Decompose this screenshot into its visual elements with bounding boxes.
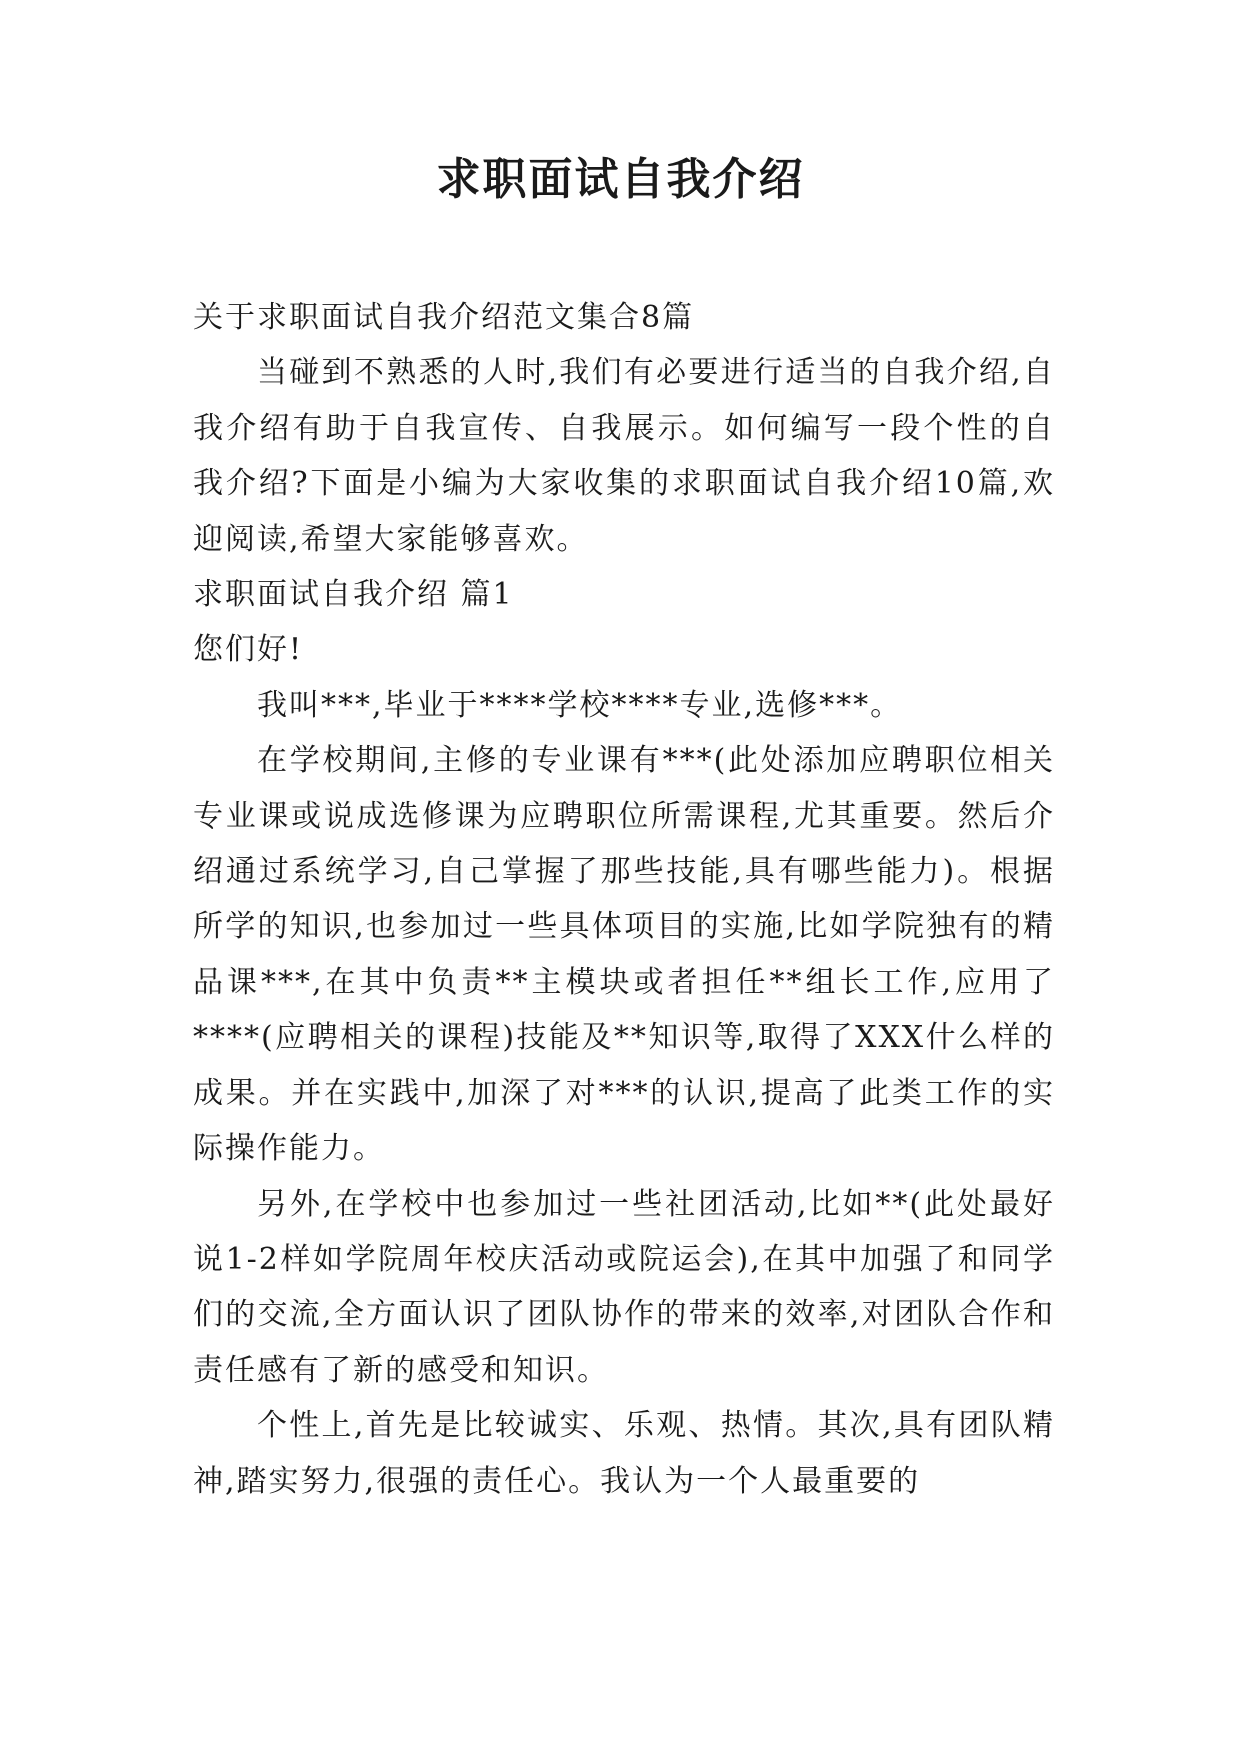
paragraph-intro-heading: 关于求职面试自我介绍范文集合8篇 (193, 300, 695, 335)
paragraph-intro: 当碰到不熟悉的人时,我们有必要进行适当的自我介绍,自我介绍有助于自我宣传、自我展示。如何编写一段个性的自我介绍?下面是小编为大家收集的求职面试自我介绍10篇,欢迎阅读,希望大家能够喜欢。 (193, 355, 1055, 557)
paragraph-name: 我叫***,毕业于****学校****专业,选修***。 (257, 687, 903, 723)
paragraph-greeting: 您们好! (193, 632, 304, 668)
paragraph-section-heading: 求职面试自我介绍 篇1 (193, 577, 514, 613)
document-body (193, 290, 1055, 1509)
paragraph-study: 在学校期间,主修的专业课有***(此处添加应聘职位相关专业课或说成选修课为应聘职位所需课程,尤其重要。然后介绍通过系统学习,自己掌握了那些技能,具有哪些能力)。根据所学的知识,也参加过一些具体项目的实施,比如学院独有的精品课***,在其中负责**主模块或者担任**组长工作,应用了****(应聘相关的课程)技能及**知识等,取得了XXX什么样的成果。并在实践中,加深了对***的认识,提高了此类工作的实际操作能力。 (193, 743, 1055, 1167)
document-title: 求职面试自我介绍 (436, 154, 805, 205)
paragraph-personality: 个性上,首先是比较诚实、乐观、热情。其次,具有团队精神,踏实努力,很强的责任心。我认为一个人最重要的 (193, 1408, 1055, 1499)
paragraph-activities: 另外,在学校中也参加过一些社团活动,比如**(此处最好说1-2样如学院周年校庆活动或院运会),在其中加强了和同学们的交流,全方面认识了团队协作的带来的效率,对团队合作和责任感有了新的感受和知识。 (193, 1186, 1055, 1388)
